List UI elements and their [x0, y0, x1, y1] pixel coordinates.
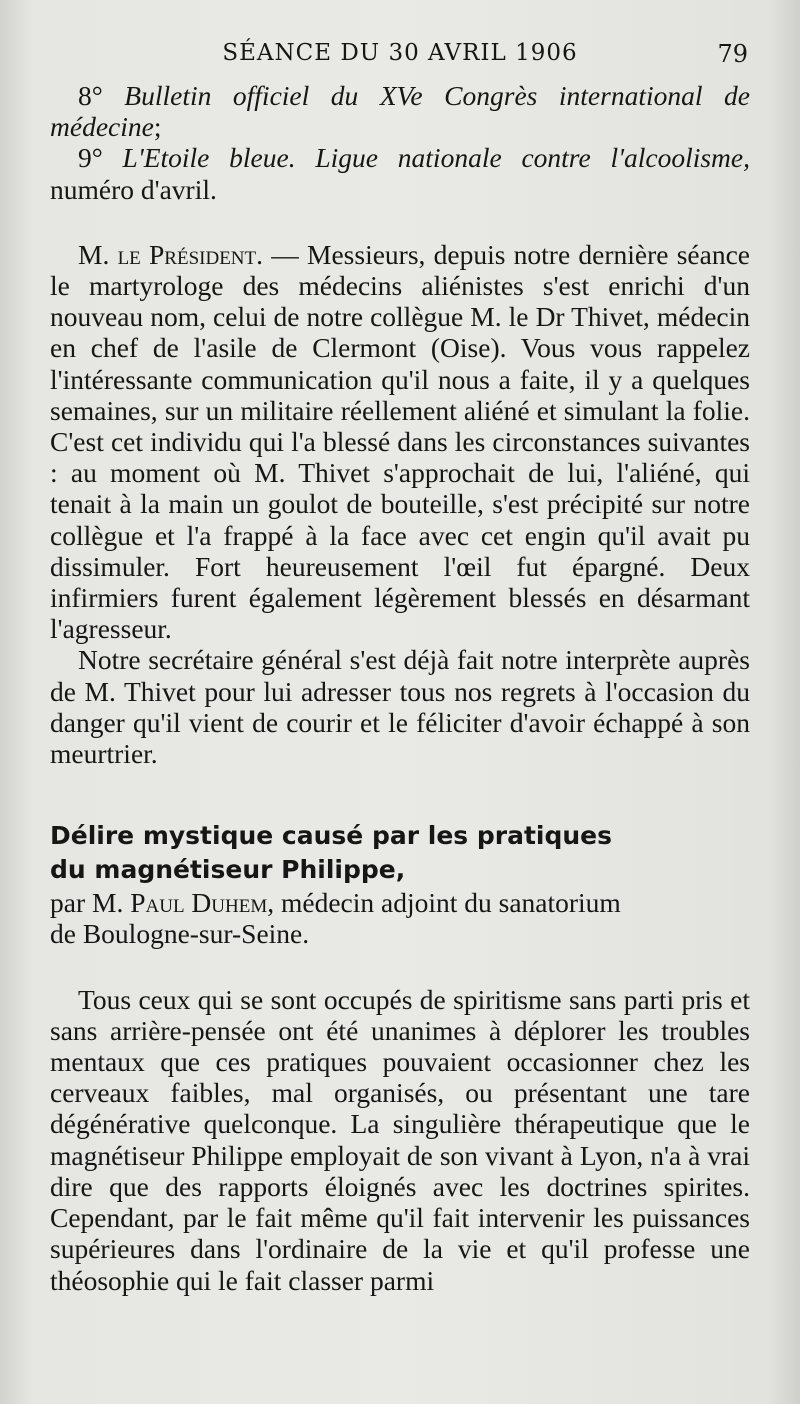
article-title-line-2: du magnétiseur Philippe,	[50, 855, 406, 885]
spacer	[50, 205, 750, 239]
list-item-9-rest: numéro d'avril.	[50, 173, 217, 205]
spacer	[50, 769, 750, 819]
byline-prefix: par M.	[50, 887, 124, 919]
list-item-9	[50, 142, 750, 204]
list-item-8-end: ;	[153, 111, 162, 143]
author-name: Paul Duhem,	[130, 887, 275, 919]
spacer	[50, 950, 750, 984]
article-body-paragraph: Tous ceux qui se sont occupés de spiritisme sans parti pris et sans arrière-pensée ont été unanimes à déplorer les troubles mentaux que ces pratiques pouvaient occasionner chez les cerveaux faibles, mal organisés, ou présentant une tare dégénérative quelconque. La singulière thérapeutique que le magnétiseur Philippe employait de son vivant à Lyon, n'a à vrai dire que des rapports éloignés avec les doctrines spirites. Cependant, par le fait même qu'il fait intervenir les puissances supérieures dans l'ordinaire de la vie et qu'il professe une théosophie qui le fait classer parmi	[50, 983, 750, 1296]
speaker-label: M. le Président.	[78, 238, 264, 270]
header-title: SÉANCE DU 30 AVRIL 1906	[222, 40, 578, 66]
list-item-9-title: L'Etoile bleue. Ligue nationale contre l'alcoolisme,	[122, 142, 750, 174]
president-paragraph	[50, 239, 750, 645]
list-item-8-number: 8°	[78, 80, 103, 111]
page-body	[50, 80, 750, 1296]
byline-line-2: de Boulogne-sur-Seine.	[50, 918, 310, 950]
article-title-line-1: Délire mystique causé par les pratiques	[50, 821, 613, 851]
byline-line-1: médecin adjoint du sanatorium	[280, 887, 621, 919]
article-byline	[50, 887, 750, 949]
page-number: 79	[717, 40, 748, 68]
secretary-paragraph: Notre secrétaire général s'est déjà fait notre interprète auprès de M. Thivet pour lui adresser tous nos regrets à l'occasion du danger qu'il vient de courir et le féliciter d'avoir échappé à son meurtrier.	[50, 644, 750, 770]
running-header	[0, 36, 800, 72]
president-text: — Messieurs, depuis notre dernière séance le martyrologe des médecins aliénistes s'est enrichi d'un nouveau nom, celui de notre collègue M. le Dr Thivet, médecin en chef de l'asile de Clermont (Oise). Vous vous rappelez l'intéressante communication qu'il nous a faite, il y a quelques semaines, sur un militaire réellement aliéné et simulant la folie. C'est cet individu qui l'a blessé dans les circonstances suivantes : au moment où M. Thivet s'approchait de lui, l'aliéné, qui tenait à la main un goulot de bouteille, s'est précipité sur notre collègue et l'a frappé à la face avec cet engin qu'il avait pu dissimuler. Fort heureusement l'œil fut épargné. Deux infirmiers furent également légèrement blessés en désarmant l'agresseur.	[50, 238, 750, 645]
list-item-9-number: 9°	[78, 142, 103, 174]
list-item-8	[50, 80, 750, 142]
list-item-8-title: Bulletin officiel du XVe Congrès international de médecine	[50, 80, 751, 143]
